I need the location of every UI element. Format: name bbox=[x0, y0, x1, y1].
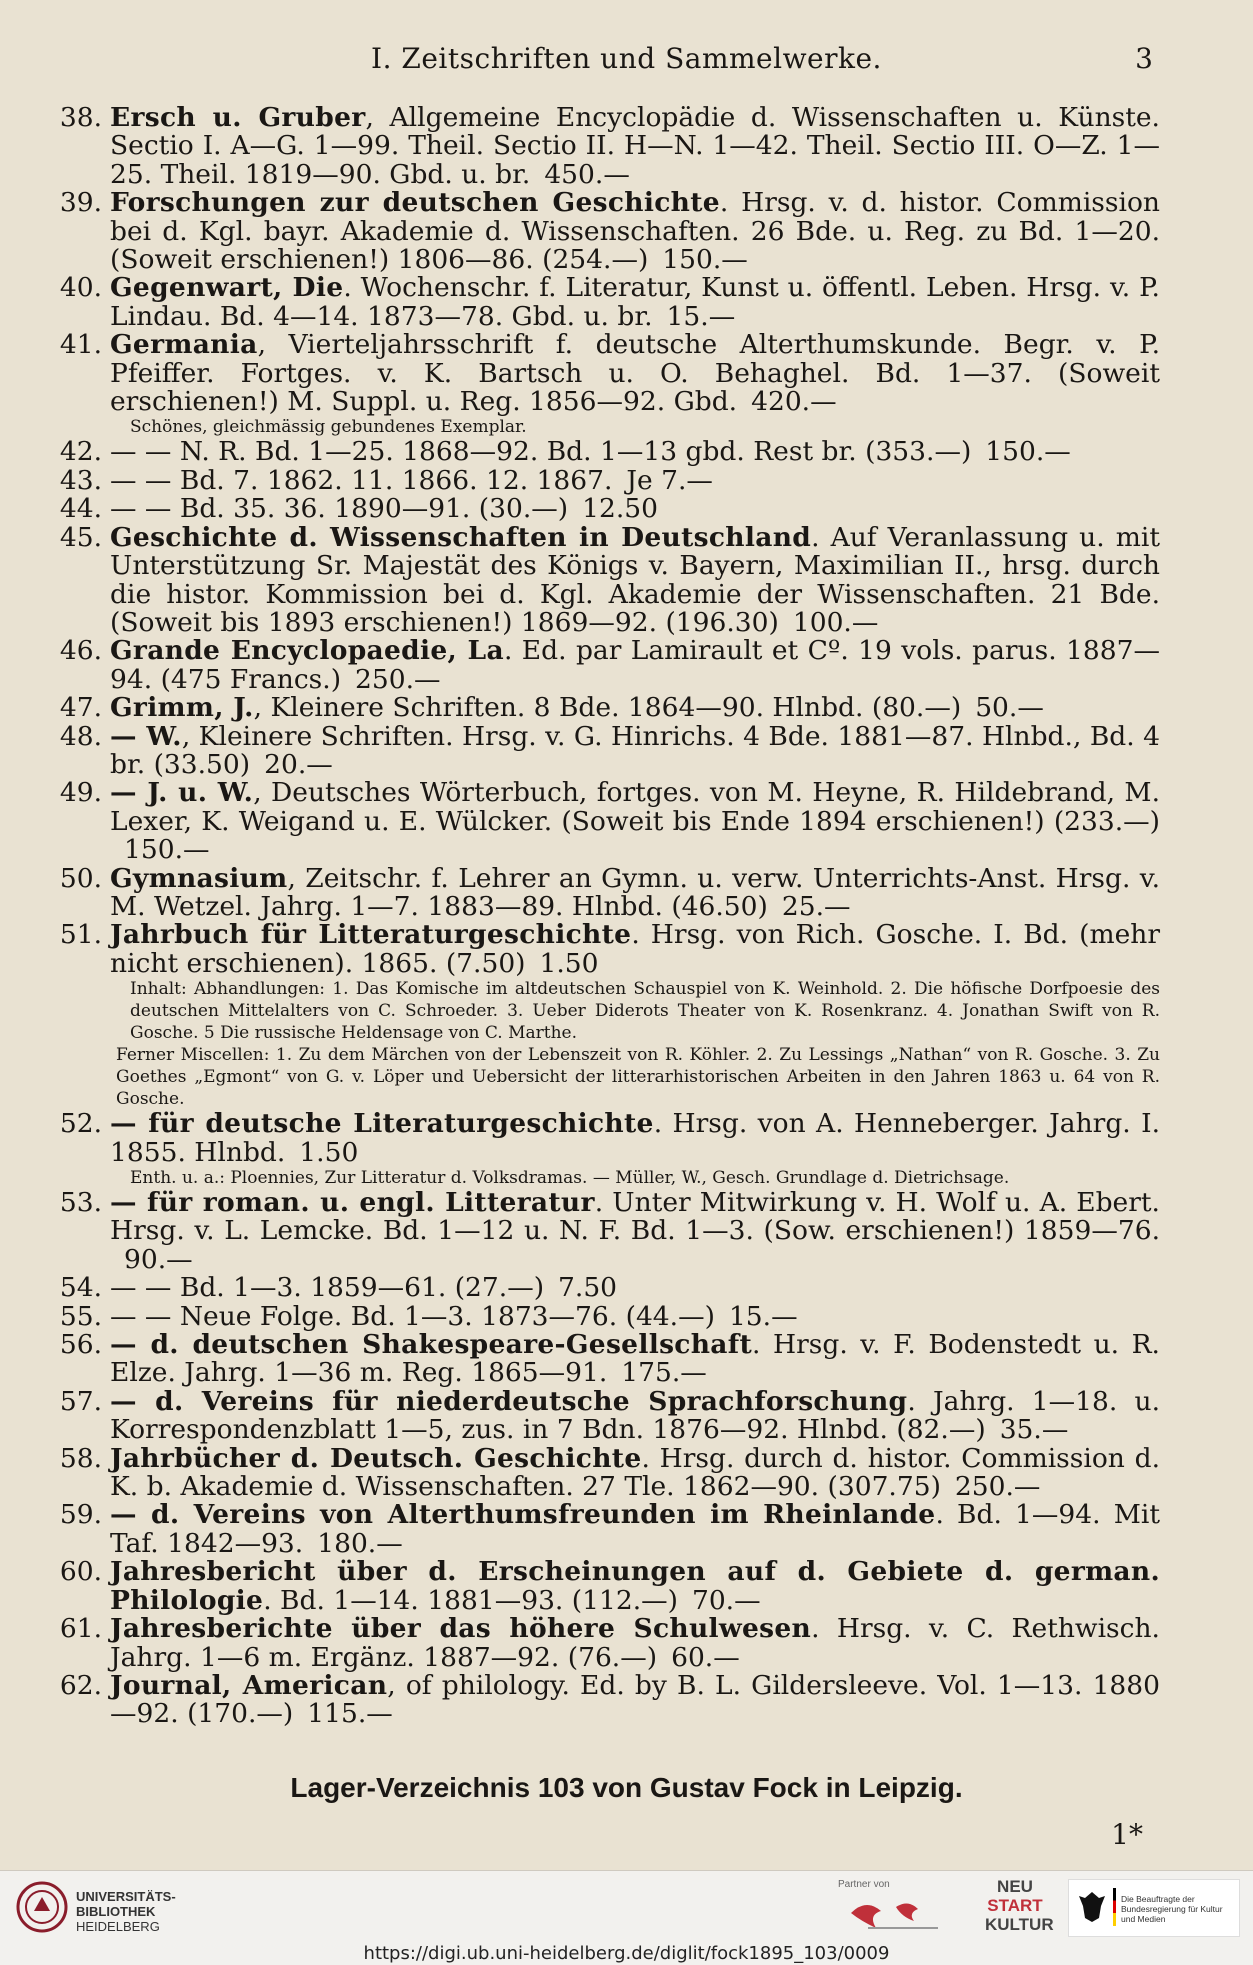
entry-number: 52. bbox=[59, 1108, 102, 1140]
entry-number: 48. bbox=[59, 720, 102, 752]
catalog-entry bbox=[52, 1558, 1160, 1615]
entry-body bbox=[110, 1110, 1160, 1167]
permalink-url[interactable]: https://digi.ub.uni-heidelberg.de/diglit/fock1895_103/0009 bbox=[363, 1943, 890, 1964]
neustart-kultur-logo: NEU START KULTUR bbox=[985, 1877, 1054, 1934]
entry-price: 7.50 bbox=[558, 1272, 618, 1304]
catalog-entry bbox=[52, 495, 1160, 523]
entry-title: — für roman. u. engl. Litteratur bbox=[110, 1187, 595, 1218]
entry-title: Ersch u. Gruber bbox=[110, 102, 366, 133]
entry-price: 50.— bbox=[975, 692, 1044, 724]
catalog-entry bbox=[52, 1669, 1161, 1730]
catalog-entry bbox=[52, 1501, 1160, 1558]
catalog-entry bbox=[52, 921, 1160, 1110]
entry-body bbox=[110, 921, 1160, 978]
entry-description: . Hrsg. v. F. Bodenstedt u. R. Elze. Jahrg. 1—36 m. Reg. 1865—91. bbox=[110, 1329, 1160, 1389]
entry-price: 150.— bbox=[985, 436, 1071, 468]
entry-description: , Vierteljahrsschrift f. deutsche Alterthumskunde. Begr. v. P. Pfeiffer. Fortges. v. K. Bartsch u. O. Behaghel. Bd. 1—37. (Soweit erschienen!) M. Suppl. u. Reg. 1856—92. Gbd. bbox=[110, 329, 1160, 418]
catalog-entries bbox=[52, 104, 1160, 1729]
entry-price: 115.— bbox=[307, 1698, 393, 1730]
entry-number: 62. bbox=[59, 1669, 102, 1701]
entry-description: — — Bd. 1—3. 1859—61. (27.—) bbox=[110, 1272, 545, 1304]
entry-title: Jahresbericht über d. Erscheinungen auf d. Gebiete d. german. Philologie bbox=[110, 1556, 1160, 1616]
entry-description: . Ed. par Lamirault et Cº. 19 vols. parus. 1887—94. (475 Francs.) bbox=[110, 635, 1160, 695]
entry-body bbox=[110, 862, 1160, 922]
entry-description: . Bd. 1—14. 1881—93. (112.—) bbox=[263, 1584, 678, 1616]
entry-body bbox=[110, 1615, 1160, 1672]
entry-body bbox=[110, 1300, 1160, 1332]
entry-price: 60.— bbox=[671, 1641, 740, 1673]
entry-body bbox=[110, 1669, 1161, 1730]
catalog-footer: Lager-Verzeichnis 103 von Gustav Fock in Leipzig. bbox=[290, 1772, 963, 1803]
entry-number: 55. bbox=[59, 1300, 102, 1332]
entry-price: 15.— bbox=[666, 300, 736, 332]
entry-note: Ferner Miscellen: 1. Zu dem Märchen von der Lebenszeit von R. Köhler. 2. Zu Lessings „Nathan“ von R. Gosche. 3. Zu Goethes „Egmont“ von G. v. Löper und Uebersicht der litterarhistorischen Arbeiten in den Jahren 1863 u. 64 von R. Gosche. bbox=[116, 1045, 1160, 1110]
entry-description: , Kleinere Schriften. Hrsg. v. G. Hinrichs. 4 Bde. 1881—87. Hlnbd., Bd. 4 br. (33.50) bbox=[110, 720, 1160, 780]
entry-description: . Bd. 1—94. Mit Taf. 1842—93. bbox=[110, 1499, 1160, 1559]
entry-number: 41. bbox=[59, 329, 102, 361]
entry-title: Jahrbuch für Litteraturgeschichte bbox=[110, 919, 632, 951]
catalog-entry bbox=[52, 1274, 1160, 1302]
catalog-entry bbox=[52, 637, 1160, 694]
entry-description: . Hrsg. v. d. histor. Commission bei d. Kgl. bayr. Akademie d. Wissenschaften. 26 Bde. u. Reg. zu Bd. 1—20. (Soweit erschienen!) 1806—86. (254.—) bbox=[110, 187, 1160, 276]
entry-body bbox=[110, 331, 1160, 416]
entry-description: — — N. R. Bd. 1—25. 1868—92. Bd. 1—13 gbd. Rest br. (353.—) bbox=[110, 436, 972, 468]
entry-description: — — Neue Folge. Bd. 1—3. 1873—76. (44.—) bbox=[110, 1300, 715, 1332]
entry-description: — — Bd. 7. 1862. 11. 1866. 12. 1867. bbox=[110, 464, 613, 496]
entry-price: 250.— bbox=[954, 1471, 1041, 1503]
catalog-entry bbox=[52, 189, 1160, 274]
entry-number: 42. bbox=[59, 436, 102, 468]
entry-body bbox=[110, 104, 1160, 189]
catalog-entry bbox=[52, 720, 1160, 780]
entry-description: — — Bd. 35. 36. 1890—91. (30.—) bbox=[110, 493, 569, 525]
entry-description: , Zeitschr. f. Lehrer an Gymn. u. verw. Unterrichts-Anst. Hrsg. v. M. Wetzel. Jahrg. 1—7. 1883—89. Hlnbd. (46.50) bbox=[110, 862, 1160, 922]
library-name: UNIVERSITÄTS- BIBLIOTHEK HEIDELBERG bbox=[76, 1889, 176, 1934]
page-title: I. Zeitschriften und Sammelwerke. bbox=[371, 42, 882, 75]
entry-body bbox=[110, 438, 1160, 466]
page-number: 3 bbox=[1135, 42, 1153, 75]
entry-number: 47. bbox=[59, 692, 102, 724]
entry-number: 56. bbox=[59, 1329, 102, 1361]
federal-eagle-icon bbox=[1077, 1888, 1107, 1926]
entry-body bbox=[110, 274, 1160, 331]
entry-price: 150.— bbox=[124, 834, 210, 866]
catalog-entry bbox=[52, 1189, 1160, 1274]
entry-title: — J. u. W. bbox=[110, 777, 254, 809]
entry-price: 150.— bbox=[662, 244, 748, 276]
entry-title: — d. Vereins für niederdeutsche Sprachforschung bbox=[110, 1385, 908, 1417]
entry-number: 59. bbox=[59, 1499, 102, 1531]
entry-number: 53. bbox=[59, 1187, 102, 1218]
entry-number: 54. bbox=[59, 1272, 102, 1304]
entry-body bbox=[110, 464, 1160, 496]
entry-title: Grimm, J. bbox=[110, 692, 254, 724]
entry-title: Germania bbox=[110, 329, 258, 361]
catalog-entry bbox=[52, 331, 1160, 438]
entry-number: 57. bbox=[59, 1385, 102, 1417]
catalog-entry bbox=[52, 104, 1160, 189]
entry-note: Enth. u. a.: Ploennies, Zur Litteratur d. Volksdramas. — Müller, W., Gesch. Grundlage d. Dietrichsage. bbox=[130, 1168, 1010, 1188]
entry-price: 20.— bbox=[264, 748, 333, 780]
entry-body bbox=[110, 1442, 1160, 1503]
entry-number: 44. bbox=[59, 493, 102, 525]
entry-title: — d. deutschen Shakespeare-Gesellschaft bbox=[110, 1329, 752, 1361]
entry-number: 45. bbox=[59, 521, 102, 553]
entry-title: Geschichte d. Wissenschaften in Deutschland bbox=[110, 521, 812, 553]
entry-title: — für deutsche Literaturgeschichte bbox=[110, 1108, 654, 1140]
entry-price: 1.50 bbox=[539, 947, 599, 979]
entry-body bbox=[110, 495, 1160, 523]
entry-title: Gymnasium bbox=[110, 862, 288, 894]
entry-number: 46. bbox=[59, 635, 102, 667]
catalog-entry bbox=[52, 438, 1160, 466]
entry-number: 58. bbox=[59, 1442, 102, 1474]
catalog-entry bbox=[52, 1331, 1160, 1388]
entry-description: . Jahrg. 1—18. u. Korrespondenzblatt 1—5, zus. in 7 Bdn. 1876—92. Hlnbd. (82.—) bbox=[110, 1385, 1161, 1446]
entry-body bbox=[110, 694, 1160, 722]
entry-note: Inhalt: Abhandlungen: 1. Das Komische im altdeutschen Schauspiel von K. Weinhold. 2. Die höfische Dorfpoesie des deutschen Mittelalters von C. Schroeder. 3. Ueber Diderots Theater von K. Rosenkranz. 4. Jonathan Swift von R. Gosche. 5 Die russische Heldensage von C. Marthe. bbox=[130, 979, 1160, 1044]
entry-price: Je 7.— bbox=[626, 464, 713, 496]
viewer-footer-bar bbox=[0, 1870, 1253, 1965]
entry-price: 25.— bbox=[781, 890, 851, 922]
entry-body bbox=[110, 1331, 1160, 1388]
entry-number: 43. bbox=[59, 464, 102, 496]
entry-price: 1.50 bbox=[299, 1136, 359, 1168]
partner-logo-icon bbox=[846, 1893, 966, 1933]
partner-label: Partner von bbox=[838, 1879, 890, 1890]
catalog-entry bbox=[52, 1385, 1161, 1446]
entry-description: . Hrsg. durch d. histor. Commission d. K. b. Akademie d. Wissenschaften. 27 Tle. 1862—90. (307.75) bbox=[110, 1442, 1160, 1503]
entry-title: Jahrbücher d. Deutsch. Geschichte bbox=[110, 1442, 642, 1474]
catalog-entry bbox=[52, 464, 1160, 496]
entry-description: . Hrsg. von Rich. Gosche. I. Bd. (mehr nicht erschienen). 1865. (7.50) bbox=[110, 919, 1161, 979]
entry-price: 15.— bbox=[728, 1300, 798, 1332]
catalog-entry bbox=[52, 274, 1160, 331]
entry-number: 40. bbox=[59, 272, 102, 304]
entry-body bbox=[110, 1385, 1161, 1446]
entry-number: 39. bbox=[59, 187, 102, 219]
catalog-entry bbox=[52, 1442, 1160, 1503]
entry-body bbox=[110, 1501, 1160, 1558]
entry-description: , of philology. Ed. by B. L. Gildersleeve. Vol. 1—13. 1880—92. (170.—) bbox=[110, 1669, 1161, 1730]
entry-price: 420.— bbox=[751, 386, 837, 418]
entry-title: Grande Encyclopaedie, La bbox=[110, 635, 504, 667]
catalog-entry bbox=[52, 1615, 1160, 1672]
catalog-entry bbox=[52, 694, 1160, 722]
entry-price: 12.50 bbox=[582, 493, 658, 525]
sheet-signature: 1* bbox=[1111, 1818, 1143, 1851]
catalog-entry bbox=[52, 521, 1160, 638]
entry-price: 450.— bbox=[544, 158, 630, 190]
catalog-entry bbox=[52, 862, 1160, 922]
entry-price: 175.— bbox=[621, 1357, 707, 1389]
entry-body bbox=[110, 637, 1160, 694]
entry-price: 180.— bbox=[317, 1527, 403, 1559]
entry-body bbox=[110, 720, 1160, 780]
entry-body bbox=[110, 521, 1160, 638]
entry-number: 50. bbox=[59, 862, 102, 894]
entry-number: 51. bbox=[59, 919, 102, 951]
entry-body bbox=[110, 189, 1160, 274]
entry-body bbox=[110, 1189, 1160, 1274]
entry-title: Journal, American bbox=[110, 1669, 388, 1701]
entry-number: 60. bbox=[59, 1556, 102, 1588]
entry-description: . Hrsg. von A. Henneberger. Jahrg. I. 1855. Hlnbd. bbox=[110, 1108, 1160, 1168]
entry-description: . Hrsg. v. C. Rethwisch. Jahrg. 1—6 m. Ergänz. 1887—92. (76.—) bbox=[110, 1613, 1160, 1673]
entry-description: , Kleinere Schriften. 8 Bde. 1864—90. Hlnbd. (80.—) bbox=[253, 692, 962, 724]
entry-price: 250.— bbox=[355, 663, 441, 695]
catalog-entry bbox=[52, 1300, 1160, 1332]
federal-commissioner-text: Die Beauftragte der Bundesregierung für Kultur und Medien bbox=[1121, 1894, 1223, 1924]
entry-title: Forschungen zur deutschen Geschichte bbox=[110, 187, 720, 219]
university-seal-icon bbox=[16, 1881, 68, 1933]
entry-note: Schönes, gleichmässig gebundenes Exemplar. bbox=[130, 417, 527, 438]
running-header bbox=[0, 42, 1253, 82]
entry-price: 100.— bbox=[792, 606, 879, 638]
entry-number: 38. bbox=[59, 102, 102, 133]
entry-description: . Unter Mitwirkung v. H. Wolf u. A. Ebert. Hrsg. v. L. Lemcke. Bd. 1—12 u. N. F. Bd. 1—3. (Sow. erschienen!) 1859—76. bbox=[110, 1187, 1160, 1247]
entry-title: — d. Vereins von Alterthumsfreunden im Rheinlande bbox=[110, 1499, 936, 1531]
federal-government-logo bbox=[1068, 1879, 1240, 1937]
entry-body bbox=[110, 1558, 1160, 1615]
entry-description: , Allgemeine Encyclopädie d. Wissenschaften u. Künste. Sectio I. A—G. 1—99. Theil. Sectio II. H—N. 1—42. Theil. Sectio III. O—Z. 1—25. Theil. 1819—90. Gbd. u. br. bbox=[110, 102, 1160, 190]
entry-title: Gegenwart, Die bbox=[110, 272, 344, 304]
entry-description: . Auf Veranlassung u. mit Unterstützung Sr. Majestät des Königs v. Bayern, Maximilian II., hrsg. durch die histor. Kommission bei d. Kgl. Akademie der Wissenschaften. 21 Bde. (Soweit bis 1893 erschienen!) 1869—92. (196.30) bbox=[110, 521, 1160, 638]
catalog-entry bbox=[52, 779, 1160, 864]
catalog-entry bbox=[52, 1110, 1160, 1189]
entry-body bbox=[110, 779, 1160, 864]
entry-number: 49. bbox=[59, 777, 102, 809]
entry-number: 61. bbox=[59, 1613, 102, 1645]
entry-body bbox=[110, 1274, 1160, 1302]
entry-description: , Deutsches Wörterbuch, fortges. von M. Heyne, R. Hildebrand, M. Lexer, K. Weigand u. E. Wülcker. (Soweit bis Ende 1894 erschienen!) (233.—) bbox=[110, 777, 1160, 837]
entry-price: 70.— bbox=[691, 1584, 761, 1616]
entry-title: — W. bbox=[110, 720, 182, 752]
entry-description: . Wochenschr. f. Literatur, Kunst u. öffentl. Leben. Hrsg. v. P. Lindau. Bd. 4—14. 1873—78. Gbd. u. br. bbox=[110, 272, 1160, 332]
entry-title: Jahresberichte über das höhere Schulwesen bbox=[110, 1613, 812, 1645]
german-flag-stripe bbox=[1113, 1888, 1116, 1926]
entry-price: 90.— bbox=[124, 1243, 193, 1275]
entry-price: 35.— bbox=[999, 1414, 1069, 1446]
